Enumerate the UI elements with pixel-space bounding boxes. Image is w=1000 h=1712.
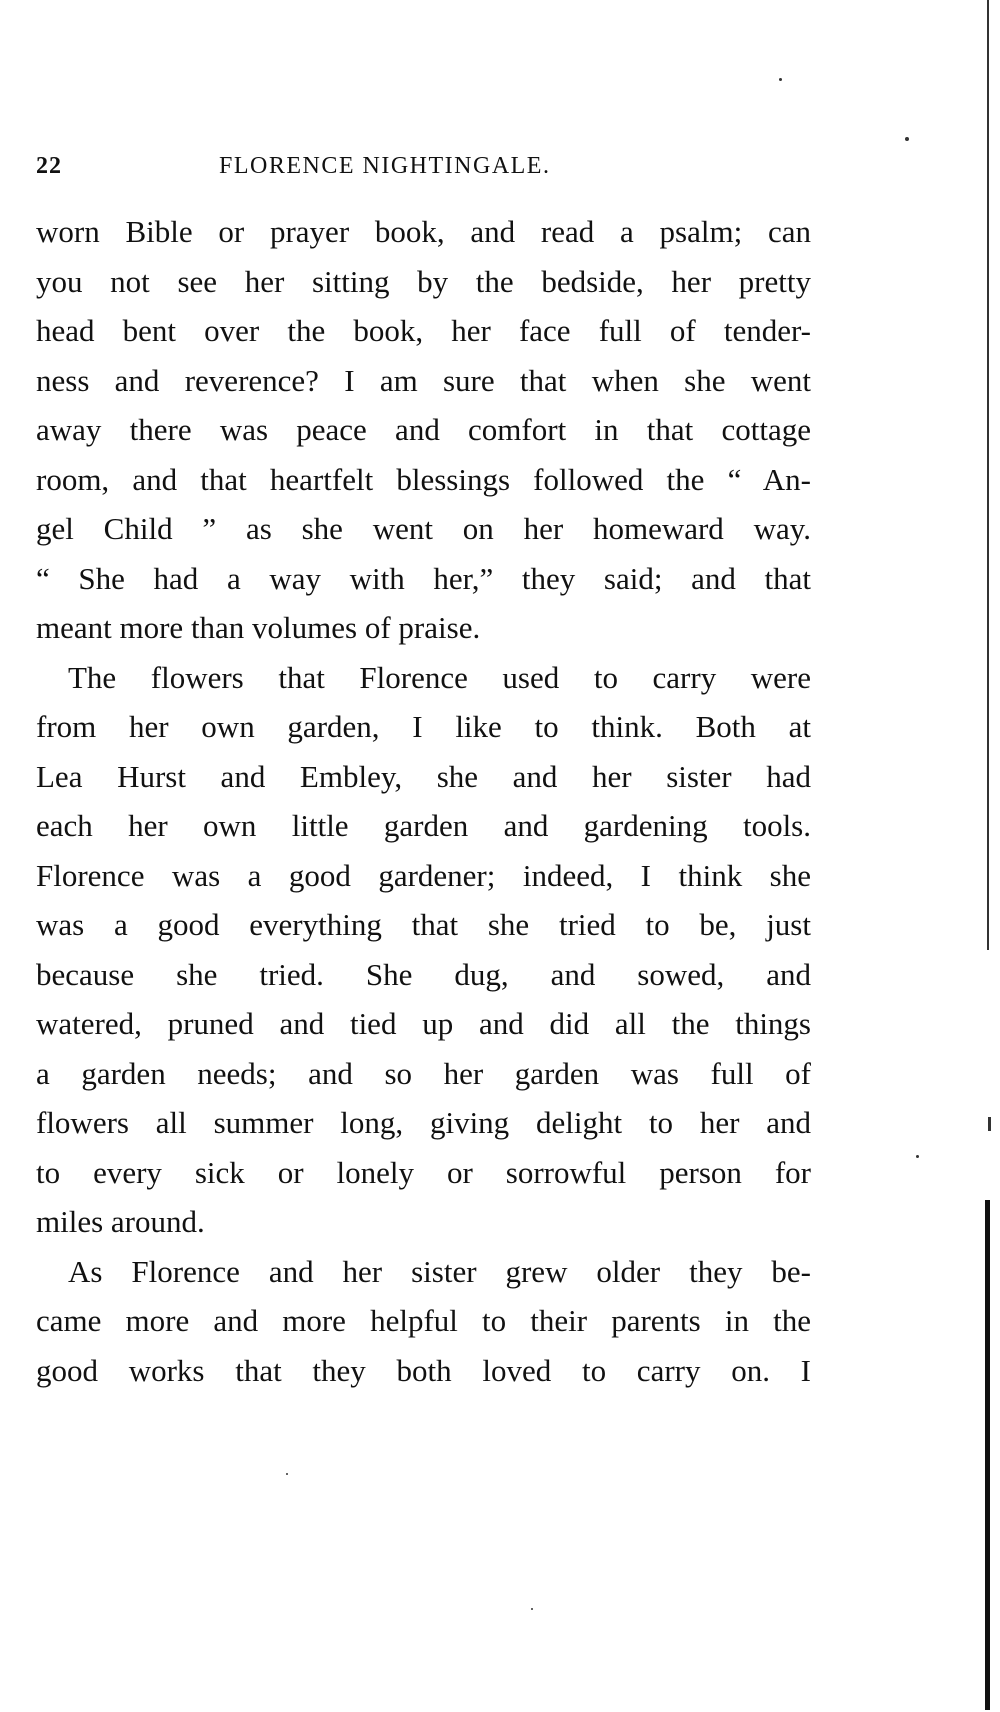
text-line: Florence was a good gardener; indeed, I think she bbox=[36, 857, 811, 893]
text-line: a garden needs; and so her garden was full of bbox=[36, 1055, 811, 1091]
text-line: each her own little garden and gardening tools. bbox=[36, 808, 811, 843]
paragraph-start-line: The flowers that Florence used to carry were bbox=[68, 659, 811, 695]
page-header bbox=[36, 153, 816, 193]
page-edge-shadow bbox=[987, 0, 989, 950]
text-line: good works that they both loved to carry on. I bbox=[36, 1352, 811, 1388]
text-line: worn Bible or prayer book, and read a psalm; can bbox=[36, 214, 811, 249]
running-title: FLORENCE NIGHTINGALE. bbox=[219, 153, 551, 179]
text-line: ness and reverence? I am sure that when she went bbox=[36, 362, 811, 398]
page-edge-shadow bbox=[985, 1200, 990, 1710]
text-line: you not see her sitting by the bedside, her pretty bbox=[36, 263, 811, 299]
text-line: Lea Hurst and Embley, she and her sister had bbox=[36, 758, 811, 794]
scan-speck bbox=[779, 78, 782, 81]
scan-speck bbox=[905, 137, 909, 141]
paragraph-end-line: miles around. bbox=[36, 1204, 205, 1239]
text-line: head bent over the book, her face full of tender- bbox=[36, 313, 811, 348]
page-number: 22 bbox=[36, 153, 62, 179]
body-text bbox=[36, 207, 811, 1395]
paragraph-end-line: meant more than volumes of praise. bbox=[36, 610, 481, 645]
paragraph-start-line: As Florence and her sister grew older they be- bbox=[68, 1253, 811, 1289]
text-line: “ She had a way with her,” they said; and that bbox=[36, 560, 811, 596]
scan-speck bbox=[916, 1155, 919, 1158]
scan-speck bbox=[531, 1608, 533, 1610]
text-line: to every sick or lonely or sorrowful person for bbox=[36, 1154, 811, 1190]
scan-speck bbox=[286, 1473, 288, 1475]
text-line: from her own garden, I like to think. Both at bbox=[36, 709, 811, 744]
text-line: because she tried. She dug, and sowed, and bbox=[36, 956, 811, 992]
text-line: away there was peace and comfort in that cottage bbox=[36, 412, 811, 447]
text-line: watered, pruned and tied up and did all the things bbox=[36, 1006, 811, 1041]
text-line: came more and more helpful to their parents in the bbox=[36, 1303, 811, 1338]
scan-speck bbox=[988, 1117, 991, 1131]
text-line: room, and that heartfelt blessings followed the “ An- bbox=[36, 461, 811, 497]
text-line: gel Child ” as she went on her homeward way. bbox=[36, 511, 811, 546]
text-line: was a good everything that she tried to be, just bbox=[36, 907, 811, 942]
text-line: flowers all summer long, giving delight to her and bbox=[36, 1105, 811, 1140]
